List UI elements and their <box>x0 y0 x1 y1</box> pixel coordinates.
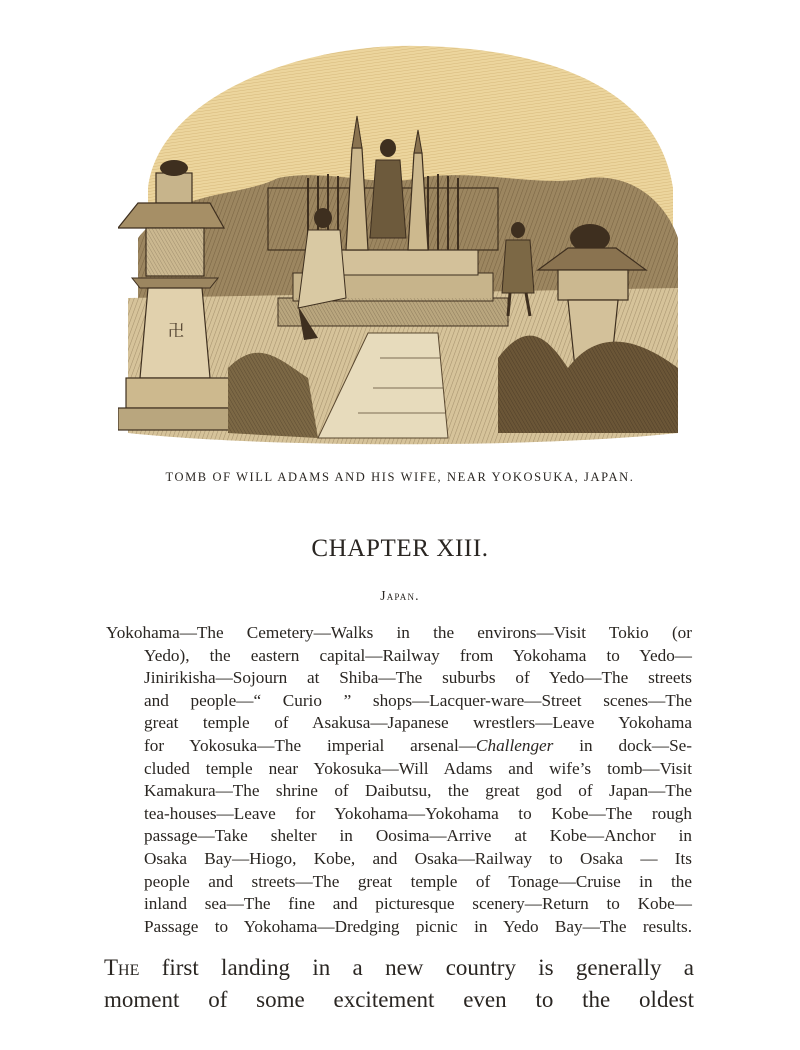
synopsis-line: passage—Take shelter in Oosima—Arrive at Kobe—Anchor in <box>144 826 692 846</box>
synopsis-line: Yokohama—The Cemetery—Walks in the environs—Visit Tokio (or <box>106 623 692 642</box>
synopsis-line: Jinirikisha—Sojourn at Shiba—The suburbs of Yedo—The streets <box>144 668 692 688</box>
synopsis-line: great temple of Asakusa—Japanese wrestlers—Leave Yokohama <box>144 713 692 733</box>
body-line: moment of some excitement even to the oldest <box>104 987 694 1012</box>
synopsis-text: in dock—Se- <box>553 735 692 755</box>
synopsis-line: tea-houses—Leave for Yokohama—Yokohama to Kobe—The rough <box>144 803 692 823</box>
synopsis-text: for Yokosuka—The imperial arsenal— <box>144 735 477 755</box>
body-paragraph <box>104 952 694 1016</box>
synopsis-line: Osaka Bay—Hiogo, Kobe, and Osaka—Railway to Osaka — Its <box>144 848 692 868</box>
synopsis-line: Kamakura—The shrine of Daibutsu, the great god of Japan—The <box>144 781 692 801</box>
svg-text:卍: 卍 <box>168 321 185 340</box>
illustration-caption: TOMB OF WILL ADAMS AND HIS WIFE, NEAR YOKOSUKA, JAPAN. <box>165 470 635 484</box>
synopsis-line: inland sea—The fine and picturesque scenery—Return to Kobe— <box>144 894 692 914</box>
tomb-illustration <box>118 38 686 450</box>
body-line <box>104 952 694 984</box>
synopsis-line: cluded temple near Yokosuka—Will Adams and wife’s tomb—Visit <box>144 758 692 778</box>
chapter-subtitle: Japan. <box>380 588 420 603</box>
synopsis-line: Yedo), the eastern capital—Railway from Yokohama to Yedo— <box>144 645 692 665</box>
engraving-tomb-illustration-icon <box>118 38 686 450</box>
synopsis-line: and people—“ Curio ” shops—Lacquer-ware—Street scenes—The <box>144 690 692 710</box>
chapter-synopsis <box>106 622 692 938</box>
body-text: first landing in a new country is generally a <box>139 955 694 980</box>
synopsis-line: Passage to Yokohama—Dredging picnic in Yedo Bay—The results. <box>144 916 692 936</box>
synopsis-line-mixed <box>106 735 692 758</box>
synopsis-line: people and streets—The great temple of Tonage—Cruise in the <box>144 871 692 891</box>
chapter-title: CHAPTER XIII. <box>311 535 489 562</box>
drop-lead-word: The <box>104 955 140 980</box>
ship-name: Challenger <box>476 735 554 755</box>
